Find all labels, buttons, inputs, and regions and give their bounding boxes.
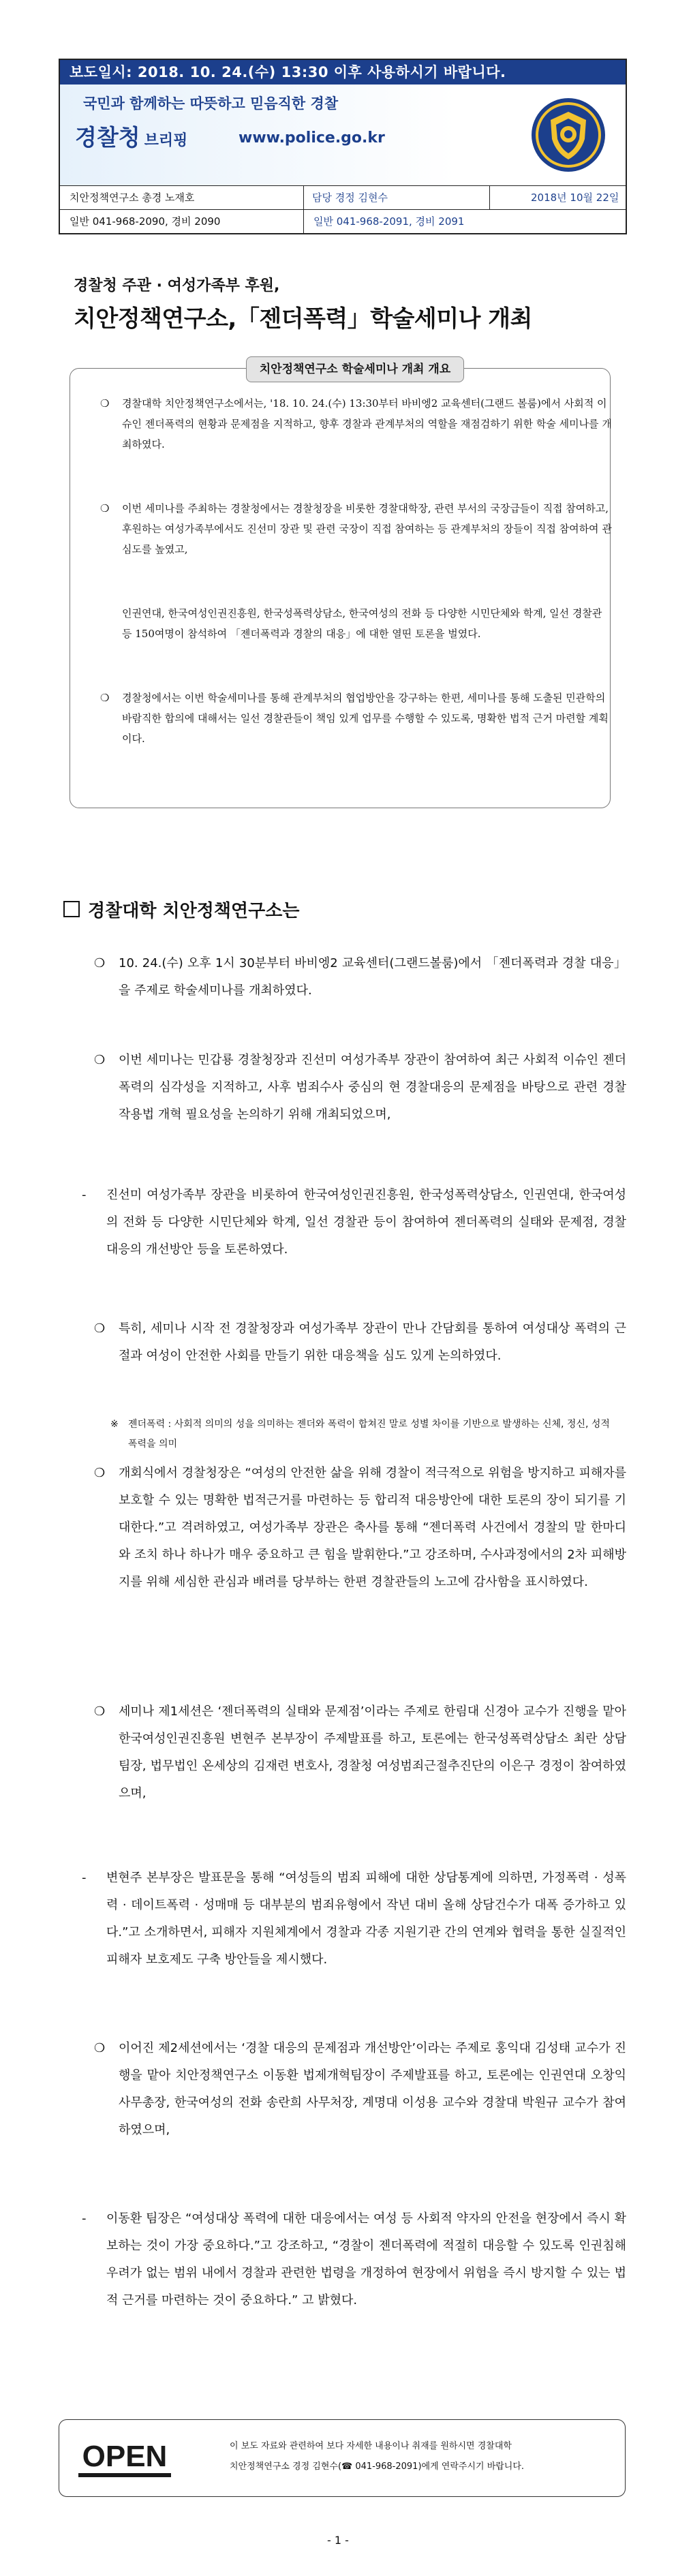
summary-item-continued: 인권연대, 한국여성인권진흥원, 한국성폭력상담소, 한국여성의 전화 등 다양한 시민단체와 학계, 일선 경찰관 등 150여명이 참석하여 「젠더폭력과 경찰의 대응」에 대한 열띤 토론을 벌였다. — [122, 607, 602, 640]
circle-bullet-icon: ❍ — [94, 2041, 106, 2055]
body-paragraph: ❍ 이어진 제2세션에서는 ‘경찰 대응의 문제점과 개선방안’이라는 주제로 홍익대 김성태 교수가 진행을 맡아 치안정책연구소 이동환 법제개혁팀장이 주제발표를 하고, 토론에는 인권연대 오창익 사무총장, 한국여성의 전화 송란희 사무처장, 계명대 이성용 교수와 경찰대 박원규 교수가 참여하였으며, — [94, 2035, 626, 2144]
page-number: - 1 - — [327, 2534, 349, 2547]
contact-right-row2: 일반 041-968-2091, 경비 2091 — [313, 215, 465, 228]
release-date: 2018년 10월 22일 — [531, 191, 619, 204]
footer-text — [230, 2436, 611, 2477]
contact-left — [60, 186, 304, 233]
summary-box — [70, 363, 612, 808]
contact-right — [304, 186, 626, 233]
slogan: 국민과 함께하는 따뜻하고 믿음직한 경찰 — [83, 95, 339, 112]
brand — [75, 120, 187, 152]
contact-right-row1 — [304, 186, 626, 210]
contact-person: 담당 경정 김현수 — [304, 186, 490, 209]
section-heading: 경찰대학 치안정책연구소는 — [63, 897, 299, 922]
note-marker-icon: ※ — [110, 1419, 119, 1430]
footnote: ※ 젠더폭력 : 사회적 의미의 성을 의미하는 젠더와 폭력이 합쳐진 말로 성별 차이를 기반으로 발생하는 신체, 정신, 성적 폭력을 의미 — [110, 1415, 619, 1454]
contact-info-table — [60, 185, 626, 233]
brand-main: 경찰청 — [75, 124, 140, 151]
open-government-logo-icon — [70, 2432, 179, 2484]
body-paragraph: ❍ 세미나 제1세션은 ‘젠더폭력의 실태와 문제점’이라는 주제로 한림대 신경아 교수가 진행을 맡아 한국여성인권진흥원 변현주 본부장이 주제발표를 하고, 토론에는 한국성폭력상담소 최란 상담팀장, 법무법인 온세상의 김재련 변호사, 경찰청 여성범죄근절추진단의 이은구 경정이 참여하였으며, — [94, 1698, 626, 1807]
summary-item: ❍ 이번 세미나를 주최하는 경찰청에서는 경찰청장을 비롯한 경찰대학장, 관련 부서의 국장급들이 직접 참여하고, 후원하는 여성가족부에서도 진선미 장관 및 관련 국장이 직접 참여하는 등 관계부처의 장들이 직접 참여하여 관심도를 높였고, — [100, 498, 613, 559]
website-url[interactable]: www.police.go.kr — [239, 129, 385, 147]
body-paragraph: ❍ 10. 24.(수) 오후 1시 30분부터 바비엥2 교육센터(그랜드볼룸)에서 「젠더폭력과 경찰 대응」을 주제로 학술세미나를 개최하였다. — [94, 950, 626, 1005]
footer-line1: 이 보도 자료와 관련하여 보다 자세한 내용이나 취재를 원하시면 경찰대학 — [230, 2441, 512, 2451]
body-paragraph: ❍ 특히, 세미나 시작 전 경찰청장과 여성가족부 장관이 만나 간담회를 통하여 여성대상 폭력의 근절과 여성이 안전한 사회를 만들기 위한 대응책을 심도 있게 논의하였다. — [94, 1315, 626, 1370]
body-paragraph: ❍ 개회식에서 경찰청장은 “여성의 안전한 삶을 위해 경찰이 적극적으로 위험을 방지하고 피해자를 보호할 수 있는 명확한 법적근거를 마련하는 등 합리적 대응방안에 대한 토론의 장이 되기를 기대한다.”고 격려하였고, 여성가족부 장관은 축사를 통해 “젠더폭력 사건에서 경찰의 말 한마디와 조치 하나 하나가 매우 중요하고 큰 힘을 발휘한다.”고 강조하며, 수사과정에서의 2차 피해방지를 위해 세심한 관심과 배려를 당부하는 한편 경찰관들의 노고에 감사함을 표시하였다. — [94, 1460, 626, 1596]
body-subparagraph: - 진선미 여성가족부 장관을 비롯하여 한국여성인권진흥원, 한국성폭력상담소, 인권연대, 한국여성의 전화 등 다양한 시민단체와 학계, 일선 경찰관 등이 참여하여 젠더폭력의 실태와 문제점, 경찰대응의 개선방안 등을 토론하였다. — [82, 1182, 626, 1263]
circle-bullet-icon: ❍ — [100, 692, 110, 704]
circle-bullet-icon: ❍ — [94, 1704, 106, 1719]
circle-bullet-icon: ❍ — [94, 1053, 106, 1067]
body-subparagraph: - 이동환 팀장은 “여성대상 폭력에 대한 대응에서는 여성 등 사회적 약자의 안전을 현장에서 즉시 확보하는 것이 가장 중요하다.”고 강조하고, “경찰이 젠더폭력에 적절히 대응할 수 있도록 인권침해 우려가 없는 범위 내에서 경찰과 관련한 법령을 개정하여 현장에서 위험을 즉시 방지할 수 있는 법적 근거를 마련하는 것이 중요하다.” 고 밝혔다. — [82, 2205, 626, 2314]
body-paragraph: ❍ 이번 세미나는 민갑룡 경찰청장과 진선미 여성가족부 장관이 참여하여 최근 사회적 이슈인 젠더폭력의 심각성을 지적하고, 사후 범죄수사 중심의 현 경찰대응의 문제점을 바탕으로 관련 경찰작용법 개혁 필요성을 논의하기 위해 개최되었으며, — [94, 1047, 626, 1129]
circle-bullet-icon: ❍ — [94, 956, 106, 970]
header-box — [59, 59, 627, 234]
circle-bullet-icon: ❍ — [100, 397, 110, 410]
circle-bullet-icon: ❍ — [94, 1466, 106, 1480]
summary-heading: 치안정책연구소 학술세미나 개최 개요 — [246, 356, 464, 382]
contact-left-row1: 치안정책연구소 총경 노재호 — [60, 186, 303, 210]
body-subparagraph: - 변현주 본부장은 발표문을 통해 “여성들의 범죄 피해에 대한 상담통계에 의하면, 가정폭력 · 성폭력 · 데이트폭력 · 성매매 등 대부분의 범죄유형에서 작년 대비 올해 상담건수가 대폭 증가하고 있다.”고 소개하면서, 피해자 지원체계에서 경찰과 각종 지원기관 간의 연계와 협력을 통한 실질적인 피해자 보호제도 구축 방안들을 제시했다. — [82, 1865, 626, 1974]
open-logo-text: OPEN — [82, 2440, 168, 2473]
summary-item: ❍ 경찰대학 치안정책연구소에서는, '18. 10. 24.(수) 13:30부터 바비엥2 교육센터(그랜드 볼룸)에서 사회적 이슈인 젠더폭력의 현황과 문제점을 지적하고, 향후 경찰과 관계부처의 역할을 재점검하기 위한 학술 세미나를 개최하였다. — [100, 393, 613, 455]
circle-bullet-icon: ❍ — [100, 502, 110, 515]
summary-item: ❍ 경찰청에서는 이번 학술세미나를 통해 관계부처의 협업방안을 강구하는 한편, 세미나를 통해 도출된 민관학의 바람직한 합의에 대해서는 일선 경찰관들이 책임 있게 업무를 수행할 수 있도록, 명확한 법적 근거 마련할 계획이다. — [100, 688, 613, 749]
embargo-notice: 보도일시: 2018. 10. 24.(수) 13:30 이후 사용하시기 바랍니다. — [60, 60, 626, 85]
dash-bullet-icon: - — [82, 2211, 87, 2226]
circle-bullet-icon: ❍ — [94, 1321, 106, 1336]
square-bullet-icon — [63, 901, 80, 917]
footer-line2: 치안정책연구소 경정 김현수(☎ 041-968-2091)에게 연락주시기 바랍니다. — [230, 2462, 525, 2472]
footer-contact-box — [59, 2419, 626, 2497]
brand-sub: 브리핑 — [144, 132, 188, 149]
police-emblem-icon — [530, 97, 606, 173]
header-banner — [60, 85, 626, 185]
page-title: 치안정책연구소,「젠더폭력」학술세미나 개최 — [74, 305, 532, 333]
page-subtitle: 경찰청 주관 · 여성가족부 후원, — [74, 277, 280, 294]
dash-bullet-icon: - — [82, 1871, 87, 1885]
dash-bullet-icon: - — [82, 1188, 87, 1202]
contact-left-row2: 일반 041-968-2090, 경비 2090 — [70, 215, 221, 228]
